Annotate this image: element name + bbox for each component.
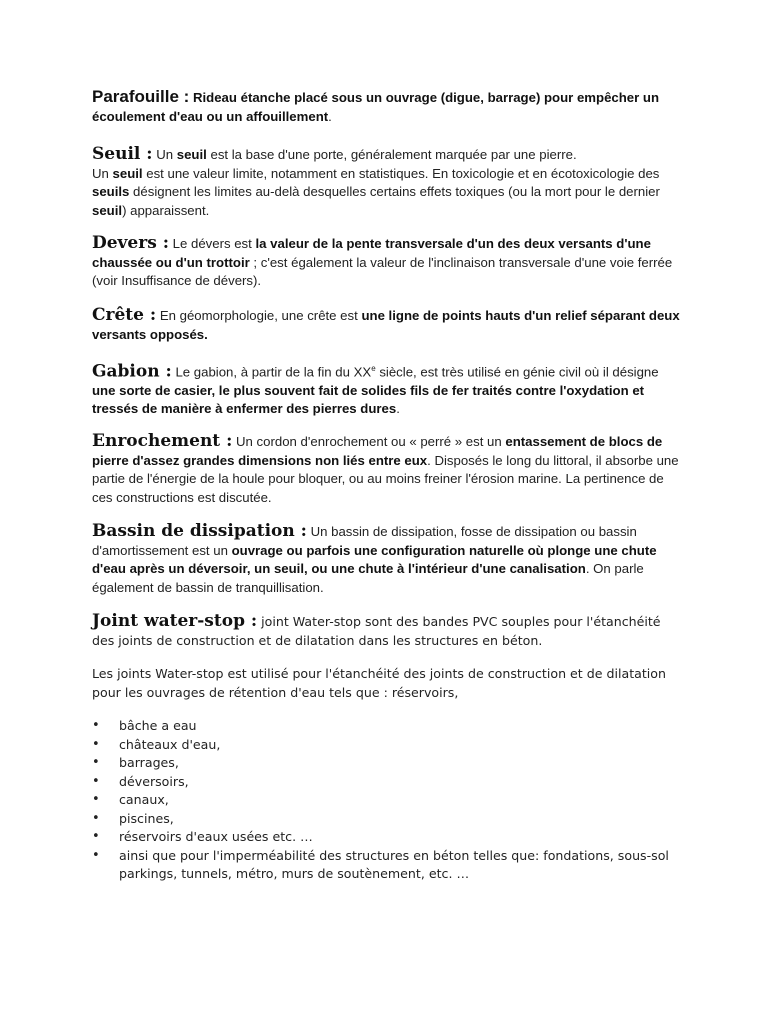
definition-text: joint Water-stop sont des bandes PVC souples pour l'étanchéité des joints de construction et de dilatation dans les structures en béton.: [92, 614, 661, 648]
definition-bold: seuil: [176, 147, 207, 162]
entry-devers: [92, 234, 682, 291]
list-item: • châteaux d'eau,: [92, 736, 682, 755]
definition-text: ; c'est également la valeur de l'inclinaison transversale d'une voie ferrée (voir Insuffisance de dévers).: [92, 254, 673, 288]
list-item: • déversoirs,: [92, 773, 682, 792]
list-item: • ainsi que pour l'imperméabilité des structures en béton telles que: fondations, sous-sol parkings, tunnels, métro, murs de soutènement, etc. …: [92, 847, 682, 884]
entry-enrochement: [92, 432, 682, 507]
definition-text: Un bassin de dissipation, fosse de dissipation ou bassin d'amortissement est un: [92, 524, 637, 558]
definition-bold: Rideau étanche placé sous un ouvrage (digue, barrage) pour empêcher un écoulement d'eau ou un affouillement: [92, 90, 660, 124]
list-item: • piscines,: [92, 810, 682, 829]
term-devers: Devers :: [92, 233, 169, 253]
term-parafouille: Parafouille :: [92, 87, 190, 106]
definition-text: En géomorphologie, une crête est: [156, 308, 362, 323]
entry-bassin-de-dissipation: [92, 522, 682, 597]
term-joint-water-stop: Joint water-stop :: [92, 611, 258, 631]
definition-text: Un cordon d'enrochement ou « perré » est un: [232, 434, 506, 449]
entry-parafouille: [92, 88, 682, 126]
term-seuil: Seuil :: [92, 144, 153, 164]
definition-text: .: [396, 401, 400, 417]
definition-text: désignent les limites au-delà desquelles certains effets toxiques (ou la mort pour le dernier: [129, 184, 660, 199]
definition-text: ) apparaissent.: [122, 202, 210, 218]
definition-bold: seuil: [92, 202, 123, 218]
definition-bold: entassement de blocs de pierre d'assez grandes dimensions non liés entre eux: [92, 434, 663, 468]
definition-text: Le dévers est: [168, 236, 256, 251]
list-item: • barrages,: [92, 754, 682, 773]
list-item: • canaux,: [92, 791, 682, 810]
entry-joint-water-stop: [92, 612, 682, 650]
definition-bold: seuils: [92, 184, 130, 199]
definition-text: Un: [92, 165, 113, 181]
definition-text: . On parle également de bassin de tranquillisation.: [92, 561, 644, 595]
definition-end: .: [328, 108, 332, 124]
joint-water-stop-paragraph: Les joints Water-stop est utilisé pour l'étanchéité des joints de construction et de dilatation pour les ouvrages de rétention d'eau tels que : réservoirs,: [92, 666, 666, 700]
definition-text: . Disposés le long du littoral, il absorbe une partie de l'énergie de la houle pour bloquer, ou au moins freiner l'érosion marine. La pertinence de ces constructions est discutée.: [92, 452, 679, 505]
entry-crete: [92, 306, 682, 344]
term-crete: Crête :: [92, 305, 157, 325]
usage-list: [92, 717, 682, 884]
term-enrochement: Enrochement :: [92, 431, 233, 451]
definition-text: est une valeur limite, notamment en statistiques. En toxicologie et en écotoxicologie des: [142, 165, 660, 181]
definition-bold: seuil: [112, 165, 143, 181]
definition-text: Le gabion, à partir de la fin du XX: [171, 364, 372, 380]
list-item: • bâche a eau: [92, 717, 682, 736]
entry-seuil: [92, 145, 682, 220]
list-item: • réservoirs d'eaux usées etc. …: [92, 828, 682, 847]
definition-bold: une sorte de casier, le plus souvent fait de solides fils de fer traités contre l'oxydation et tressés de manière à enfermer des pierres dures: [92, 382, 645, 417]
definition-bold: une ligne de points hauts d'un relief séparant deux versants opposés.: [92, 308, 680, 342]
definition-text: est la base d'une porte, généralement marquée par une pierre.: [206, 147, 577, 162]
definition-text: Un: [156, 147, 177, 162]
term-bassin-de-dissipation: Bassin de dissipation :: [92, 521, 307, 541]
term-gabion: Gabion :: [92, 361, 172, 382]
definition-bold: ouvrage ou parfois une configuration naturelle où plonge une chute d'eau après un déversoir, un seuil, ou une chute à l'intérieur d'une canalisation: [92, 542, 657, 576]
definition-text: siècle, est très utilisé en génie civil où il désigne: [375, 364, 659, 380]
entry-gabion: [92, 360, 682, 419]
definition-bold: la valeur de la pente transversale d'un des deux versants d'une chaussée ou d'un trottoir: [92, 236, 651, 270]
superscript: e: [371, 364, 376, 373]
